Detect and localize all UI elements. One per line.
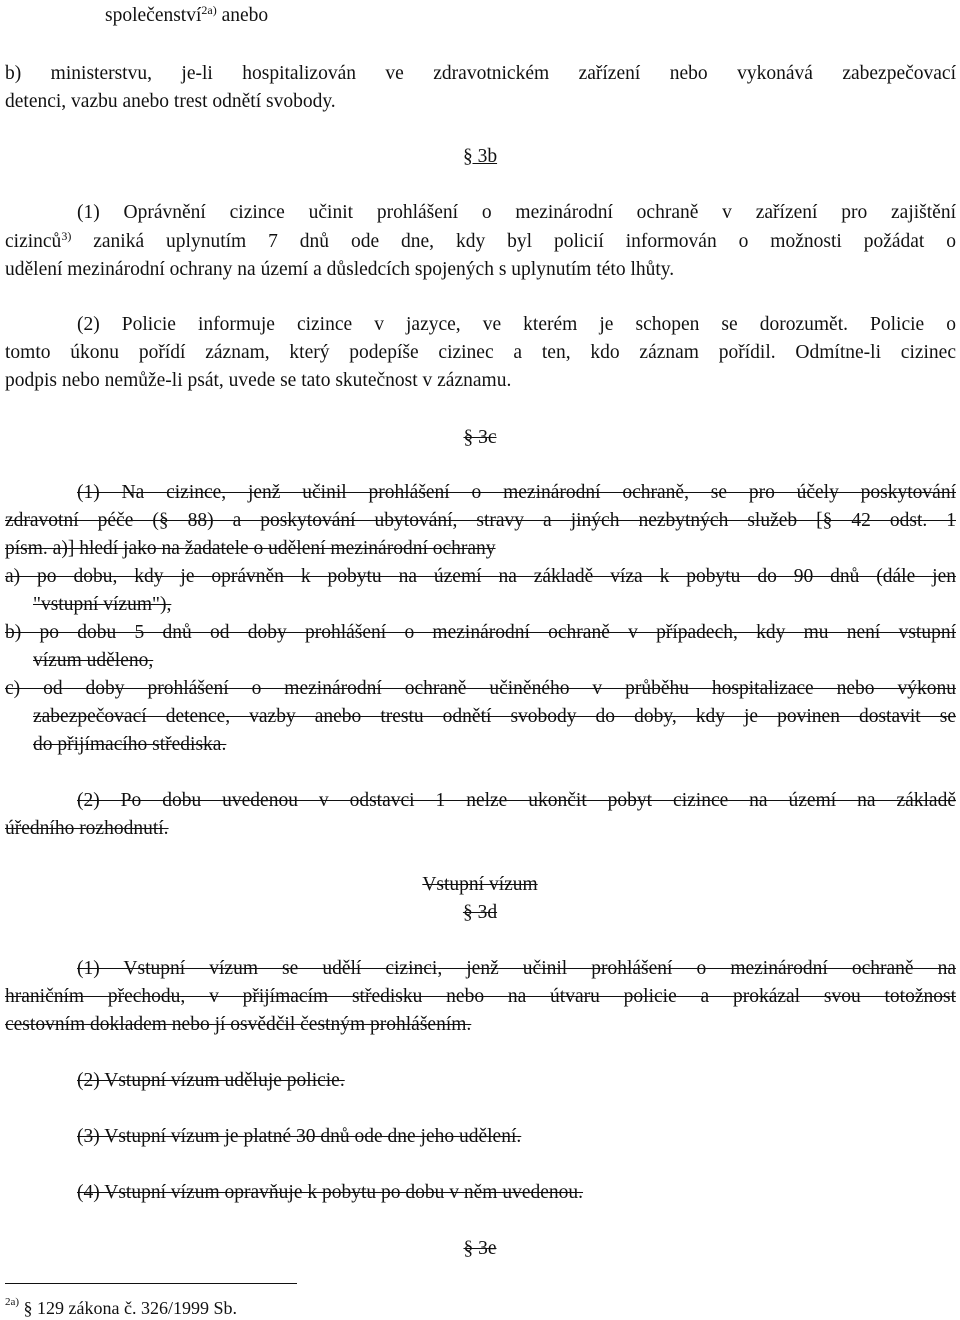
section-3b-heading: § 3b — [462, 146, 498, 167]
footnote-separator — [5, 1283, 297, 1284]
section-3d-heading: § 3d — [462, 902, 498, 923]
intro-line: společenství$^{2a)}$ anebo — [105, 3, 269, 26]
section-3e-heading: § 3e — [463, 1238, 497, 1259]
s3b-p1-line-3: udělení mezinárodní ochrany na území a důsledcích spojených s uplynutím této lhůty. — [5, 259, 675, 280]
footnote-ref: 3) — [61, 229, 72, 243]
footnote-ref: 2a) — [201, 3, 217, 17]
s3b-p2-line-3: podpis nebo nemůže-li psát, uvede se tato skutečnost v záznamu. — [5, 370, 512, 391]
section-3c-heading: § 3c — [463, 427, 497, 448]
s3c-p2-line-2: úředního rozhodnutí. — [5, 818, 169, 839]
s3c-p1-line-2: zdravotní péče (§ 88) a poskytování ubytování, stravy a jiných nezbytných služeb [§ 42 odst. 1 — [5, 510, 956, 531]
s3d-p3: (3) Vstupní vízum je platné 30 dnů ode dne jeho udělení. — [77, 1126, 522, 1147]
s3b-p1-line-1: (1) Oprávnění cizince učinit prohlášení o mezinárodní ochraně v zařízení pro zajištění — [77, 202, 956, 223]
s3b-p1-line-2: cizinců$^{3)}$ zaniká uplynutím 7 dnů ode dne, kdy byl policií informován o možnosti požádat o — [5, 229, 956, 252]
section-3d-title: Vstupní vízum — [422, 874, 538, 895]
item-b-line-1: b) ministerstvu, je-li hospitalizován ve zdravotnickém zařízení nebo vykonává zabezpečovací — [5, 63, 956, 84]
s3c-item-c-line-2: zabezpečovací detence, vazby anebo trestu odnětí svobody do doby, kdy je povinen dostavit se — [33, 706, 956, 727]
s3b-p2-line-2: tomto úkonu pořídí záznam, který podepíše cizinec a ten, kdo záznam pořídil. Odmítne-li cizinec — [5, 342, 956, 363]
s3d-p1-line-2: hraničním přechodu, v přijímacím středisku nebo na útvaru policie a prokázal svou totožnost — [5, 986, 956, 1007]
s3c-item-b-line-1: b) po dobu 5 dnů od doby prohlášení o mezinárodní ochraně v případech, kdy mu není vstupní — [5, 622, 956, 643]
item-b-line-2: detenci, vazbu anebo trest odnětí svobody. — [5, 91, 336, 112]
s3c-item-c-line-3: do přijímacího střediska. — [33, 734, 227, 755]
s3c-item-c-line-1: c) od doby prohlášení o mezinárodní ochraně učiněného v průběhu hospitalizace nebo výkonu — [5, 678, 956, 699]
s3c-item-a-line-1: a) po dobu, kdy je oprávněn k pobytu na území na základě víza k pobytu do 90 dnů (dále jen — [5, 566, 956, 587]
s3c-p2-line-1: (2) Po dobu uvedenou v odstavci 1 nelze ukončit pobyt cizince na území na základě — [77, 790, 956, 811]
s3c-p1-line-1: (1) Na cizince, jenž učinil prohlášení o mezinárodní ochraně, se pro účely poskytování — [77, 482, 956, 503]
s3b-p2-line-1: (2) Policie informuje cizince v jazyce, ve kterém je schopen se dorozumět. Policie o — [77, 314, 956, 335]
s3d-p2: (2) Vstupní vízum uděluje policie. — [77, 1070, 345, 1091]
s3d-p1-line-3: cestovním dokladem nebo jí osvědčil čestným prohlášením. — [5, 1014, 472, 1035]
s3c-item-b-line-2: vízum uděleno, — [33, 650, 154, 671]
footnote: $^{2a)}$ § 129 zákona č. 326/1999 Sb. — [5, 1296, 238, 1318]
s3d-p4: (4) Vstupní vízum opravňuje k pobytu po dobu v něm uvedenou. — [77, 1182, 584, 1203]
footnote-mark: 2a) — [5, 1296, 20, 1308]
s3c-item-a-line-2: "vstupní vízum"), — [33, 594, 172, 615]
s3d-p1-line-1: (1) Vstupní vízum se udělí cizinci, jenž učinil prohlášení o mezinárodní ochraně na — [77, 958, 956, 979]
s3c-p1-line-3: písm. a)] hledí jako na žadatele o udělení mezinárodní ochrany — [5, 538, 496, 559]
